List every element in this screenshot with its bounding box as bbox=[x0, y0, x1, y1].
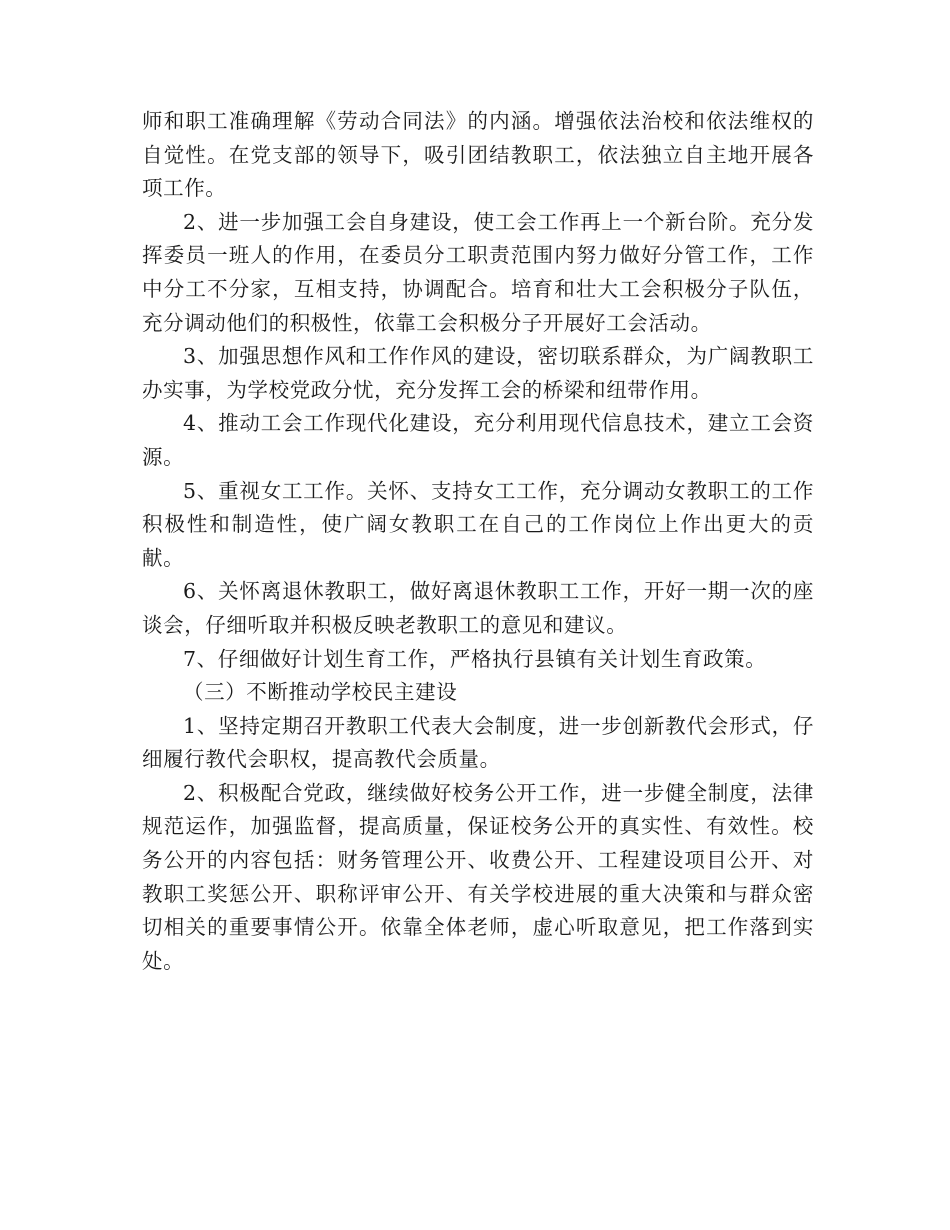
paragraph-item-2b: 2、积极配合党政，继续做好校务公开工作，进一步健全制度，法律规范运作，加强监督，提高质量，保证校务公开的真实性、有效性。校务公开的内容包括：财务管理公开、收费公开、工程建设项目公开、对教职工奖惩公开、职称评审公开、有关学校进展的重大决策和与群众密切相关的重要事情公开。依靠全体老师，虚心听取意见，把工作落到实处。 bbox=[142, 780, 814, 973]
paragraph-item-3: 3、加强思想作风和工作作风的建设，密切联系群众，为广阔教职工办实事，为学校党政分忧，充分发挥工会的桥梁和纽带作用。 bbox=[142, 344, 814, 402]
paragraph-item-1: 1、坚持定期召开教职工代表大会制度，进一步创新教代会形式，仔细履行教代会职权，提高教代会质量。 bbox=[142, 713, 814, 772]
paragraph-item-6: 6、关怀离退休教职工，做好离退休教职工工作，开好一期一次的座谈会，仔细听取并积极反映老教职工的意见和建议。 bbox=[142, 579, 814, 637]
section-heading: （三）不断推动学校民主建设 bbox=[183, 680, 458, 705]
paragraph-item-5: 5、重视女工工作。关怀、支持女工工作，充分调动女教职工的工作积极性和制造性，使广阔女教职工在自己的工作岗位上作出更大的贡献。 bbox=[142, 478, 814, 570]
document-body bbox=[142, 105, 814, 978]
paragraph-item-4: 4、推动工会工作现代化建设，充分利用现代信息技术，建立工会资源。 bbox=[142, 411, 814, 469]
paragraph-continuation: 师和职工准确理解《劳动合同法》的内涵。增强依法治校和依法维权的自觉性。在党支部的领导下，吸引团结教职工，依法独立自主地开展各项工作。 bbox=[142, 109, 814, 201]
paragraph-item-2: 2、进一步加强工会自身建设，使工会工作再上一个新台阶。充分发挥委员一班人的作用，在委员分工职责范围内努力做好分管工作，工作中分工不分家，互相支持，协调配合。培育和壮大工会积极分子队伍，充分调动他们的积极性，依靠工会积极分子开展好工会活动。 bbox=[142, 209, 814, 335]
paragraph-item-7: 7、仔细做好计划生育工作，严格执行县镇有关计划生育政策。 bbox=[183, 646, 767, 671]
